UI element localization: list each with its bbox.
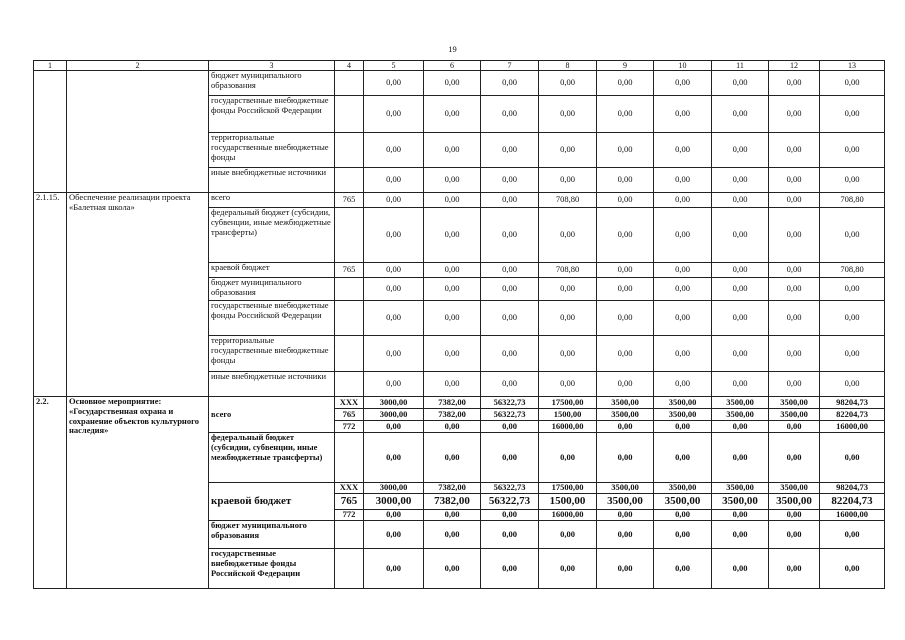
item-name: Обеспечение реализации проекта «Балетная школа» [67, 193, 209, 397]
value-cell: 0,00 [769, 549, 820, 589]
value-cell: 7382,00 [424, 483, 481, 494]
value-cell: 16000,00 [539, 421, 597, 433]
value-cell: 0,00 [539, 301, 597, 336]
value-cell: 0,00 [424, 71, 481, 96]
source-label: бюджет муниципального образования [209, 278, 335, 301]
column-header: 5 [364, 61, 424, 71]
value-cell: 0,00 [769, 168, 820, 193]
value-cell: 0,00 [712, 193, 769, 208]
value-cell: 82204,73 [820, 494, 885, 510]
value-cell: 0,00 [481, 372, 539, 397]
value-cell: 0,00 [364, 549, 424, 589]
value-cell: 3500,00 [712, 409, 769, 421]
value-cell: 0,00 [712, 521, 769, 549]
value-cell: 0,00 [654, 278, 712, 301]
value-cell: 0,00 [597, 521, 654, 549]
value-cell: 0,00 [597, 301, 654, 336]
value-cell: 1500,00 [539, 409, 597, 421]
value-cell: 0,00 [364, 510, 424, 521]
value-cell: 0,00 [424, 521, 481, 549]
value-cell: 0,00 [712, 96, 769, 133]
value-cell: 17500,00 [539, 483, 597, 494]
value-cell: 0,00 [769, 208, 820, 263]
value-cell: 0,00 [820, 433, 885, 483]
value-cell: 3500,00 [597, 483, 654, 494]
value-cell: 0,00 [597, 433, 654, 483]
source-label: иные внебюджетные источники [209, 168, 335, 193]
value-cell: 3500,00 [597, 409, 654, 421]
value-cell: 0,00 [820, 521, 885, 549]
value-cell: 0,00 [424, 96, 481, 133]
code-cell [335, 133, 364, 168]
value-cell: 0,00 [712, 133, 769, 168]
value-cell: 0,00 [424, 193, 481, 208]
value-cell: 0,00 [481, 278, 539, 301]
column-header: 6 [424, 61, 481, 71]
value-cell: 0,00 [539, 133, 597, 168]
value-cell: 0,00 [769, 133, 820, 168]
page-number: 19 [448, 44, 457, 54]
table-row [34, 397, 885, 409]
code-cell [335, 208, 364, 263]
value-cell: 0,00 [820, 96, 885, 133]
value-cell: 0,00 [424, 549, 481, 589]
value-cell: 0,00 [424, 208, 481, 263]
table-row [34, 193, 885, 208]
value-cell: 0,00 [712, 208, 769, 263]
value-cell: 0,00 [769, 96, 820, 133]
value-cell: 0,00 [654, 168, 712, 193]
value-cell: 0,00 [712, 433, 769, 483]
value-cell: 0,00 [424, 278, 481, 301]
value-cell: 3500,00 [597, 494, 654, 510]
table-row [34, 71, 885, 96]
value-cell: 0,00 [597, 193, 654, 208]
value-cell: 0,00 [364, 433, 424, 483]
value-cell: 0,00 [539, 336, 597, 372]
source-label: всего [209, 193, 335, 208]
value-cell: 3500,00 [712, 494, 769, 510]
value-cell: 0,00 [539, 521, 597, 549]
code-cell: ХХХ [335, 397, 364, 409]
value-cell: 0,00 [820, 71, 885, 96]
value-cell: 1500,00 [539, 494, 597, 510]
value-cell: 0,00 [769, 301, 820, 336]
value-cell: 7382,00 [424, 409, 481, 421]
code-cell: 765 [335, 494, 364, 510]
source-label: территориальные государственные внебюджетные фонды [209, 336, 335, 372]
value-cell: 0,00 [820, 301, 885, 336]
value-cell: 0,00 [424, 372, 481, 397]
value-cell: 0,00 [364, 278, 424, 301]
value-cell: 0,00 [481, 510, 539, 521]
value-cell: 56322,73 [481, 483, 539, 494]
value-cell: 0,00 [712, 278, 769, 301]
value-cell: 708,80 [820, 263, 885, 278]
value-cell: 3000,00 [364, 494, 424, 510]
source-label: государственные внебюджетные фонды Российской Федерации [209, 301, 335, 336]
value-cell: 0,00 [481, 208, 539, 263]
value-cell: 0,00 [481, 433, 539, 483]
value-cell: 0,00 [820, 549, 885, 589]
value-cell: 0,00 [424, 336, 481, 372]
value-cell: 0,00 [364, 521, 424, 549]
value-cell: 0,00 [364, 208, 424, 263]
code-cell [335, 336, 364, 372]
value-cell: 0,00 [712, 336, 769, 372]
value-cell: 0,00 [481, 96, 539, 133]
value-cell: 0,00 [481, 133, 539, 168]
value-cell: 0,00 [597, 421, 654, 433]
value-cell: 0,00 [597, 263, 654, 278]
value-cell: 3000,00 [364, 397, 424, 409]
value-cell: 0,00 [654, 263, 712, 278]
column-header: 13 [820, 61, 885, 71]
value-cell: 0,00 [481, 301, 539, 336]
code-cell [335, 168, 364, 193]
value-cell: 0,00 [712, 263, 769, 278]
value-cell: 0,00 [769, 510, 820, 521]
value-cell: 0,00 [654, 208, 712, 263]
source-label: всего [209, 397, 335, 433]
code-cell: 765 [335, 409, 364, 421]
value-cell: 56322,73 [481, 397, 539, 409]
value-cell: 0,00 [654, 521, 712, 549]
source-label: краевой бюджет [209, 263, 335, 278]
value-cell: 0,00 [654, 510, 712, 521]
value-cell: 0,00 [364, 263, 424, 278]
value-cell: 0,00 [712, 372, 769, 397]
value-cell: 0,00 [364, 168, 424, 193]
value-cell: 0,00 [654, 433, 712, 483]
value-cell: 0,00 [481, 521, 539, 549]
value-cell: 0,00 [597, 96, 654, 133]
column-header: 11 [712, 61, 769, 71]
value-cell: 98204,73 [820, 483, 885, 494]
value-cell: 0,00 [424, 133, 481, 168]
value-cell: 0,00 [769, 278, 820, 301]
value-cell: 0,00 [364, 372, 424, 397]
value-cell: 0,00 [364, 193, 424, 208]
value-cell: 0,00 [364, 301, 424, 336]
value-cell: 0,00 [769, 433, 820, 483]
value-cell: 0,00 [654, 96, 712, 133]
value-cell: 3000,00 [364, 483, 424, 494]
value-cell: 0,00 [820, 168, 885, 193]
value-cell: 0,00 [769, 421, 820, 433]
value-cell: 0,00 [424, 301, 481, 336]
value-cell: 0,00 [597, 278, 654, 301]
value-cell: 0,00 [597, 168, 654, 193]
value-cell: 0,00 [597, 336, 654, 372]
source-label: территориальные государственные внебюджетные фонды [209, 133, 335, 168]
value-cell: 56322,73 [481, 494, 539, 510]
code-cell [335, 96, 364, 133]
code-cell [335, 549, 364, 589]
value-cell: 3500,00 [712, 483, 769, 494]
financing-table [33, 60, 885, 589]
value-cell: 3500,00 [769, 397, 820, 409]
value-cell: 0,00 [539, 372, 597, 397]
value-cell: 0,00 [539, 71, 597, 96]
source-label: бюджет муниципального образования [209, 521, 335, 549]
value-cell: 0,00 [654, 336, 712, 372]
column-header: 8 [539, 61, 597, 71]
value-cell: 0,00 [712, 421, 769, 433]
value-cell: 0,00 [424, 510, 481, 521]
column-header: 4 [335, 61, 364, 71]
value-cell: 3500,00 [769, 483, 820, 494]
value-cell: 0,00 [597, 208, 654, 263]
value-cell: 98204,73 [820, 397, 885, 409]
value-cell: 0,00 [597, 549, 654, 589]
code-cell [335, 301, 364, 336]
source-label: федеральный бюджет (субсидии, субвенции, иные межбюджетные трансферты) [209, 208, 335, 263]
code-cell [335, 433, 364, 483]
table-row [34, 61, 885, 71]
source-label: государственные внебюджетные фонды Российской Федерации [209, 549, 335, 589]
code-cell: ХХХ [335, 483, 364, 494]
value-cell: 3500,00 [654, 397, 712, 409]
value-cell: 0,00 [481, 193, 539, 208]
item-number: 2.2. [34, 397, 67, 589]
value-cell: 0,00 [654, 301, 712, 336]
value-cell: 0,00 [364, 96, 424, 133]
value-cell: 56322,73 [481, 409, 539, 421]
column-header: 7 [481, 61, 539, 71]
value-cell: 3500,00 [769, 494, 820, 510]
value-cell: 0,00 [597, 71, 654, 96]
value-cell: 0,00 [597, 133, 654, 168]
code-cell: 772 [335, 510, 364, 521]
value-cell: 0,00 [654, 133, 712, 168]
value-cell: 0,00 [597, 510, 654, 521]
value-cell: 0,00 [654, 421, 712, 433]
value-cell: 0,00 [769, 336, 820, 372]
code-cell: 772 [335, 421, 364, 433]
value-cell: 0,00 [481, 71, 539, 96]
code-cell [335, 372, 364, 397]
value-cell: 0,00 [364, 71, 424, 96]
number-cell [34, 71, 67, 193]
value-cell: 82204,73 [820, 409, 885, 421]
value-cell: 0,00 [712, 549, 769, 589]
value-cell: 0,00 [820, 208, 885, 263]
name-cell [67, 71, 209, 193]
code-cell [335, 521, 364, 549]
value-cell: 0,00 [820, 133, 885, 168]
value-cell: 0,00 [364, 336, 424, 372]
value-cell: 3500,00 [654, 409, 712, 421]
column-header: 3 [209, 61, 335, 71]
value-cell: 0,00 [539, 96, 597, 133]
value-cell: 0,00 [820, 372, 885, 397]
value-cell: 0,00 [481, 421, 539, 433]
code-cell: 765 [335, 193, 364, 208]
value-cell: 3500,00 [597, 397, 654, 409]
item-number: 2.1.15. [34, 193, 67, 397]
source-label: бюджет муниципального образования [209, 71, 335, 96]
column-header: 1 [34, 61, 67, 71]
code-cell [335, 71, 364, 96]
source-label: государственные внебюджетные фонды Российской Федерации [209, 96, 335, 133]
value-cell: 7382,00 [424, 397, 481, 409]
value-cell: 3500,00 [769, 409, 820, 421]
value-cell: 0,00 [424, 263, 481, 278]
value-cell: 708,80 [820, 193, 885, 208]
value-cell: 0,00 [424, 433, 481, 483]
value-cell: 16000,00 [820, 421, 885, 433]
value-cell: 3500,00 [712, 397, 769, 409]
value-cell: 16000,00 [539, 510, 597, 521]
value-cell: 0,00 [481, 263, 539, 278]
value-cell: 0,00 [769, 193, 820, 208]
value-cell: 0,00 [481, 549, 539, 589]
value-cell: 0,00 [769, 263, 820, 278]
value-cell: 0,00 [654, 549, 712, 589]
value-cell: 0,00 [424, 421, 481, 433]
value-cell: 0,00 [769, 372, 820, 397]
value-cell: 0,00 [539, 168, 597, 193]
value-cell: 17500,00 [539, 397, 597, 409]
value-cell: 0,00 [712, 510, 769, 521]
value-cell: 0,00 [820, 336, 885, 372]
column-header: 2 [67, 61, 209, 71]
value-cell: 0,00 [539, 433, 597, 483]
value-cell: 0,00 [597, 372, 654, 397]
value-cell: 0,00 [364, 421, 424, 433]
value-cell: 0,00 [481, 168, 539, 193]
value-cell: 0,00 [712, 168, 769, 193]
code-cell: 765 [335, 263, 364, 278]
value-cell: 0,00 [654, 372, 712, 397]
value-cell: 3000,00 [364, 409, 424, 421]
value-cell: 0,00 [539, 278, 597, 301]
value-cell: 0,00 [712, 71, 769, 96]
value-cell: 0,00 [364, 133, 424, 168]
source-label: федеральный бюджет (субсидии, субвенции, иные межбюджетные трансферты) [209, 433, 335, 483]
source-label: иные внебюджетные источники [209, 372, 335, 397]
value-cell: 0,00 [654, 71, 712, 96]
value-cell: 0,00 [712, 301, 769, 336]
value-cell: 0,00 [481, 336, 539, 372]
value-cell: 0,00 [424, 168, 481, 193]
code-cell [335, 278, 364, 301]
value-cell: 0,00 [820, 278, 885, 301]
column-header: 12 [769, 61, 820, 71]
value-cell: 7382,00 [424, 494, 481, 510]
value-cell: 0,00 [769, 521, 820, 549]
value-cell: 3500,00 [654, 483, 712, 494]
value-cell: 0,00 [539, 549, 597, 589]
value-cell: 708,80 [539, 193, 597, 208]
column-header: 10 [654, 61, 712, 71]
column-header: 9 [597, 61, 654, 71]
value-cell: 16000,00 [820, 510, 885, 521]
value-cell: 0,00 [769, 71, 820, 96]
value-cell: 3500,00 [654, 494, 712, 510]
item-name: Основное мероприятие: «Государственная охрана и сохранение объектов культурного наследия» [67, 397, 209, 589]
value-cell: 0,00 [654, 193, 712, 208]
value-cell: 708,80 [539, 263, 597, 278]
source-label: краевой бюджет [209, 483, 335, 521]
value-cell: 0,00 [539, 208, 597, 263]
